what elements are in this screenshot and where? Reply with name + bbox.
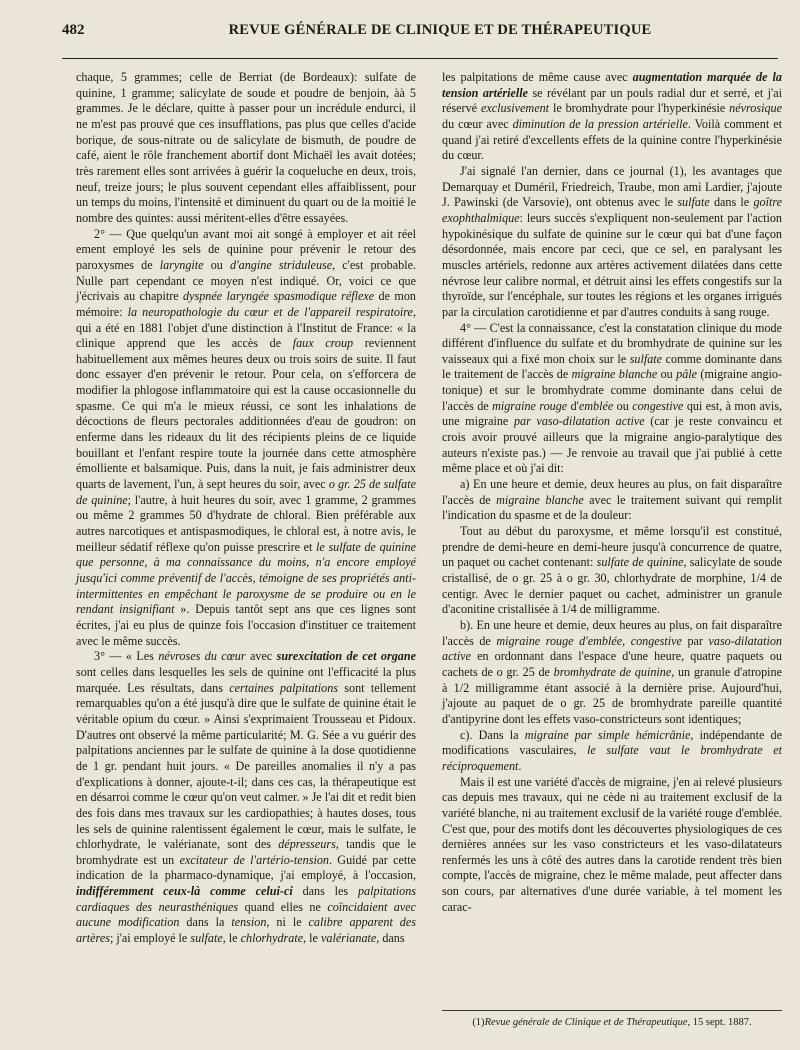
paragraph: 4° — C'est la connaissance, c'est la constatation clinique du mode différent d'influence du sulfate et du bromhydrate de quinine sur les vaisseaux qui a fixé mon choix sur le sulfate comme dominante dans le traitement de l'accès de migraine blanche ou pâle (migraine angio-tonique) et sur le bromhydrate comme dominante dans celui de l'accès de migraine rouge d'emblée ou congestive qui est, à mon avis, une migraine par vaso-dilatation active (car je reste convaincu et crois avoir prouvé ailleurs que la migraine angio-paralytique des auteurs n'existe pas.) — Je renvoie au travail que j'ai publié à cette même place et où j'ai dit: [442, 320, 783, 476]
footnote: (1)Revue générale de Clinique et de Thérapeutique, 15 sept. 1887. [472, 1017, 752, 1028]
paragraph: Tout au début du paroxysme, et même lorsqu'il est constitué, prendre de demi-heure en demi-heure jusqu'à concurrence de quatre, un paquet ou cachet contenant: sulfate de quinine, salicylate de soude cristallisé, de o gr. 25 à o gr. 30, chlorhydrate de morphine, 1/4 de centigr. Avec le dernier paquet ou cachet, administrer un granule d'aconitine cristallisée à 1/4 de milligramme. [442, 524, 782, 617]
paragraph: a) En une heure et demie, deux heures au plus, on fait disparaître l'accès de migraine blanche avec le traitement suivant qui remplit l'indication du spasme et de la douleur: [442, 477, 782, 523]
header-rule [62, 58, 778, 59]
page-number: 482 [62, 22, 85, 38]
running-header [62, 22, 778, 48]
paragraph: J'ai signalé l'an dernier, dans ce journal (1), les avantages que Demarquay et Duméril, Friedreich, Traube, mon ami Lardier, j'ajoute J. Pawinski (de Varsovie), ont obtenus avec le sulfate dans le goître exophthalmique: leurs succès s'expliquent non-seulement par l'action hypokinésique du sulfate de quinine sur le cœur qui bat d'une façon désordonnée, mais encore par ceci, que ce sel, en paralysant les muscles artériels, redonne aux artères activement dilatées dans cette névrose leur calibre normal, et détruit ainsi les effets congestifs sur la thyroïde, sur l'encéphale, sur toutes les régions et les organes irrigués par la circulation carotidienne et par d'autres conduits à sang rouge. [442, 163, 783, 319]
paragraph: chaque, 5 grammes; celle de Berriat (de Bordeaux): sulfate de quinine, 1 gramme; salicylate de soude et poudre de benjoin, àà 5 grammes. Je le déclare, quitte à passer pour un incrédule endurci, il ne m'est pas prouvé que ces insufflations, pas plus que celles d'acide borique, de sous-nitrate ou de salicylate de bismuth, de poudre de café, aient le rôle franchement abortif dont Michaël les avait dotées; très rarement elles sont arrivées à guérir la coqueluche en deux, trois, neuf, treize jours; le plus souvent cependant elles affaiblissent, pour un temps du moins, l'intensité et diminuent du quart ou de la moitié le nombre des quintes: aussi méritent-elles d'être essayées. [76, 70, 416, 225]
paragraph: 3° — « Les névroses du cœur avec surexcitation de cet organe sont celles dans lesquelles les sels de quinine ont l'efficacité la plus marquée. Les résultats, dans certaines palpitations sont tellement remarquables qu'on a été jusqu'à dire que le sulfate de quinine était le véritable opium du cœur. » Ainsi s'exprimaient Trousseau et Pidoux. D'autres ont observé la même particularité; M. G. Sée a vu guérir des palpitations anciennes par le sulfate de quinine à la dose quotidienne de 1 gr. pendant huit jours. « De pareilles anomalies il n'y a pas d'explications à donner, ajoute-t-il; dans ces cas, la thérapeutique est en désarroi comme le cœur qu'on veut calmer. » Je l'ai dit et redit bien des fois dans mes travaux sur les cardiopathies; à hautes doses, tous les sels de quinine ralentissent également le cœur, mais le sulfate, le chlorhydrate, le valérianate, sont des dépresseurs, tandis que le bromhydrate est un excitateur de l'artério-tension. Guidé par cette indication de la pharmaco-dynamique, j'ai employé, à l'occasion, indifféremment ceux-là comme celui-ci dans les palpitations cardiaques des neurasthéniques quand elles ne coïncidaient avec aucune modification dans la tension, ni le calibre apparent des artères; j'ai employé le sulfate, le chlorhydrate, le valérianate, dans [76, 649, 417, 946]
footnote-rule [442, 1010, 782, 1011]
left-column [76, 70, 416, 947]
journal-title: REVUE GÉNÉRALE DE CLINIQUE ET DE THÉRAPEUTIQUE [228, 22, 652, 38]
paragraph: 2° — Que quelqu'un avant moi ait songé à employer et ait réel ement employé les sels de quinine pour prévenir le retour des paroxysmes de laryngite ou d'angine striduleuse, c'est probable. Nulle part cependant ce moyen n'est indiqué. Or, voici ce que j'écrivais au chapitre dyspnée laryngée spasmodique réflexe de mon mémoire: la neuropathologie du cœur et de l'appareil respiratoire, qui a été en 1881 l'objet d'une distinction à l'Institut de France: « la clinique apprend que les accès de faux croup reviennent habituellement aux mêmes heures deux ou trois soirs de suite. Il faut donc essayer d'en prévenir le retour. Pour cela, on s'efforcera de modifier la phlogose inflammatoire qui est la cause occasionnelle du spasme. Ce qui m'a le mieux réussi, ce sont les inhalations de décoctions de fleurs pectorales additionnées d'eau de goudron: on enferme dans les rideaux du lit des récipients pleins de ce liquide bouillant et l'enfant respire toute la journée dans cette atmosphère émolliente et balsamique. Puis, dans la nuit, je fais administrer deux quarts de lavement, l'un, à sept heures du soir, avec o gr. 25 de sulfate de quinine; l'autre, à huit heures du soir, avec 1 gramme, 2 grammes ou même 2 grammes 50 d'hydrate de chloral. Bien préférable aux autres narcotiques et antispasmodiques, le chloral est, à notre avis, le meilleur sédatif réflexe qu'on puisse prescrire et le sulfate de quinine que personne, à ma connaissance du moins, n'a encore employé jusqu'ici comme préventif de l'accès, témoigne de ses propriétés anti-intermittentes en empêchant le paroxysme de se produire ou en le rendant insignifiant ». Depuis tantôt sept ans que ces lignes sont écrites, j'ai eu plus de quinze fois l'occasion d'instituer ce traitement avec le même succès. [76, 226, 416, 648]
paragraph: Mais il est une variété d'accès de migraine, j'en ai relevé plusieurs cas depuis mes travaux, qui ne cède ni au traitement exclusif de la variété blanche, ni au traitement exclusif de la variété rouge d'emblée. C'est que, pour des motifs dont les découvertes physiologiques de ces dernières années sur les vaso constricteurs et les vaso-dilatateurs renfermés les uns à côté des autres dans la carotide rendent très bien compte, l'accès de migraine, chez le même malade, peut affecter dans son cours, par alternatives d'une durée variable, à tel moment les carac- [442, 774, 782, 914]
right-column [442, 70, 782, 915]
paragraph: c). Dans la migraine par simple hémicrânie, indépendante de modifications vasculaires, le sulfate vaut le bromhydrate et réciproquement. [442, 727, 782, 773]
paragraph: b). En une heure et demie, deux heures au plus, on fait disparaître l'accès de migraine rouge d'emblée, congestive par vaso-dilatation active en ordonnant dans l'espace d'une heure, quatre paquets ou cachets de o gr. 25 de bromhydrate de quinine, un granule d'atropine à 1/2 milligramme étant associé à la dernière prise. Aujourd'hui, j'ajoute au paquet de o gr. 25 de bromhydrate pareille quantité d'antipyrine dont les effets vaso-constricteurs sont identiques; [442, 617, 782, 726]
paragraph: les palpitations de même cause avec augmentation marquée de la tension artérielle se révélant par un pouls radial dur et serré, et j'ai réservé exclusivement le bromhydrate pour l'hyperkinésie névrosique du cœur avec diminution de la pression artérielle. Voilà comment et quand j'ai retiré d'excellents effets de la quinine contre l'hyperkinésie du cœur. [442, 70, 782, 163]
